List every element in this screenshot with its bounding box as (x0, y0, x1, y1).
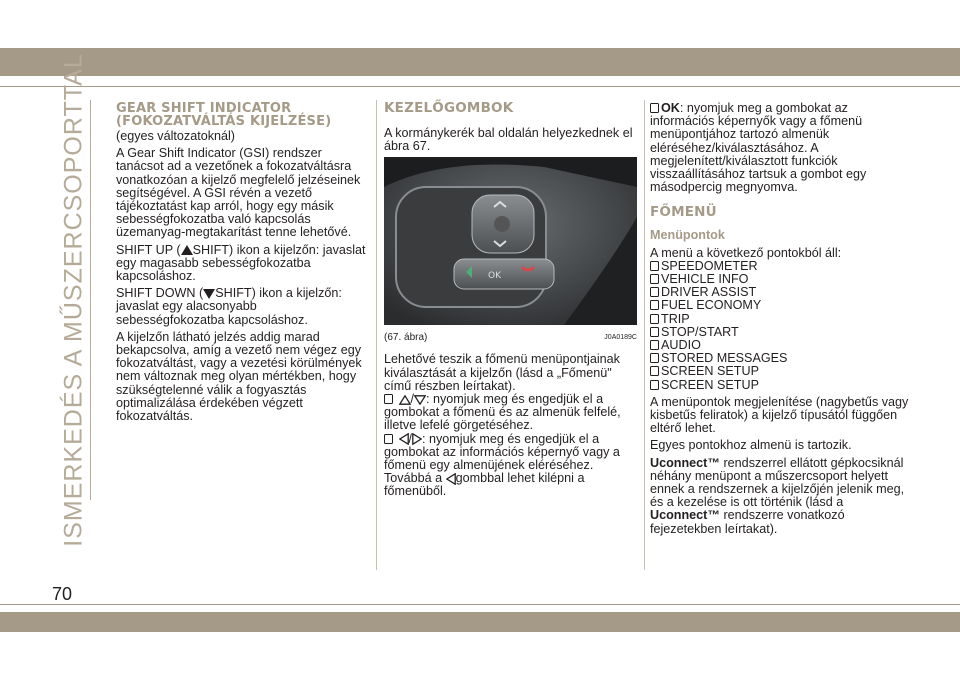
arrow-right-icon (412, 433, 422, 445)
button-icon (650, 353, 659, 363)
menu-items-subheading: Menüpontok (650, 228, 725, 243)
bottom-rule (0, 604, 960, 605)
leftright-paragraph (384, 433, 638, 473)
menu-item-label: STOP/START (661, 324, 739, 339)
arrow-down-icon (414, 395, 426, 405)
button-icon (650, 380, 659, 390)
button-icon (650, 340, 659, 350)
main-menu-heading: FŐMENÜ (650, 204, 717, 221)
button-icon (650, 327, 659, 337)
column-divider (644, 100, 645, 570)
page-number: 70 (52, 584, 73, 604)
menu-item-label: SPEEDOMETER (661, 258, 758, 273)
button-icon (650, 287, 659, 297)
shift-down-desc: SHIFT) ikon a kijelzőn: javaslat egy alacsonyabb sebességfokozatba kapcsoláshoz. (116, 286, 342, 327)
updown-desc: : nyomjuk meg és engedjük el a gombokat a főmenü és az almenük felfelé, illetve lefelé görgetéséhez. (384, 392, 621, 433)
menu-item-label: TRIP (661, 311, 690, 326)
exit-text: Továbbá a (384, 471, 443, 486)
menu-item-label: AUDIO (661, 338, 701, 353)
gsi-note: A kijelzőn látható jelzés addig marad bekapcsolva, amíg a vezető nem végez egy fokozatváltást, vagy a vezetési körülmények nem változnak meg olyan mértékben, hogy szükségtelenné válik a fogyasztás optimalizálása érdekében végzett fokozatváltás. (116, 329, 362, 424)
shift-down-text: SHIFT DOWN ( (116, 286, 204, 301)
button-icon (650, 274, 659, 284)
gsi-paragraph: A Gear Shift Indicator (GSI) rendszer tanácsot ad a vezetőnek a fokozatváltásra vonatkozóan a kijelző megfelelő jelzéseinek segítségével. A GSI révén a vezető tájékoztatást kap arról, hogy egy másik sebességfokozatba való kapcsolás üzemanyag-megtakarítást tenne lehetővé. (116, 146, 361, 240)
controls-heading: KEZELŐGOMBOK (384, 100, 514, 116)
menu-item-label: VEHICLE INFO (661, 272, 749, 287)
shift-down-icon (203, 289, 215, 299)
button-icon (650, 366, 659, 376)
menu-item-label: SCREEN SETUP (661, 364, 759, 379)
separator-slash: / (410, 392, 414, 407)
steering-wheel-illustration (384, 157, 637, 325)
gsi-heading-line1: GEAR SHIFT INDICATOR (116, 101, 292, 116)
ok-paragraph (650, 102, 912, 194)
arrow-up-icon (399, 395, 411, 405)
ok-label: OK (661, 101, 680, 115)
steering-wheel-photo (384, 157, 637, 325)
exit-paragraph (384, 472, 638, 498)
button-icon (384, 434, 393, 444)
shift-up-icon (181, 245, 193, 255)
top-band (0, 48, 960, 76)
gsi-heading-line2: (FOKOZATVÁLTÁS KIJELZÉSE) (116, 114, 332, 129)
leftright-desc: : nyomjuk meg és engedjük el a gombokat az információs képernyő vagy a főmenü egy almenüjének eléréséhez. (384, 431, 620, 473)
uconnect-tail: rendszerre vonatkozó fejezetekben leírtakat). (650, 508, 845, 536)
top-rule (0, 86, 960, 87)
bottom-band (0, 612, 960, 632)
menu-note: A menüpontok megjelenítése (nagybetűs vagy kisbetűs feliratok) a kijelző típusától függően eltérő lehet. (650, 394, 909, 436)
column-gsi (116, 102, 366, 427)
menu-item-label: SCREEN SETUP (661, 377, 759, 392)
ok-desc: : nyomjuk meg a gombokat az információs képernyők vagy a főmenü menüpontjához tartozó almenük eléréséhez/kiválasztásához. A megjelenített/kiválasztott funkciók visszaállításához tartsuk a gombot egy másodpercig megnyomva. (650, 101, 867, 195)
exit-desc: gombbal lehet kilépni a főmenüből. (384, 471, 585, 499)
chapter-title: ISMERKEDÉS A MŰSZERCSOPORTTAL (59, 53, 88, 547)
uconnect-brand: Uconnect™ (650, 508, 720, 523)
figure-caption: (67. ábra) (384, 332, 428, 344)
shift-down-paragraph (116, 287, 366, 327)
figure-code: J0A0189C (604, 334, 637, 342)
svg-text:OK: OK (488, 271, 501, 282)
chapter-rule (90, 100, 91, 500)
figure-caption-row (384, 327, 637, 345)
button-icon (650, 261, 659, 271)
menu-item-label: STORED MESSAGES (661, 351, 788, 366)
uconnect-text: rendszerrel ellátott gépkocsiknál néhány menüpont a műszercsoport helyett ennek a rendszernek a kijelzőjén jelenik meg, és a kezelése is ott történik (lásd a (650, 455, 905, 510)
button-icon (384, 394, 393, 404)
menu-item-label: FUEL ECONOMY (661, 298, 762, 313)
shift-up-text: SHIFT UP ( (116, 242, 181, 257)
menu-list-item (650, 379, 912, 392)
controls-paragraph: Lehetővé teszik a főmenü menüpontjainak kiválasztását a kijelzőn (lásd a „Főmenü" című részben leírtakat). (384, 352, 620, 393)
column-controls (384, 102, 638, 503)
menu-list (650, 260, 912, 392)
uconnect-paragraph (650, 457, 912, 536)
menu-intro: A menü a következő pontokból áll: (650, 245, 842, 260)
menu-item-label: DRIVER ASSIST (661, 285, 757, 300)
arrow-left-icon (399, 433, 409, 445)
gsi-heading (116, 102, 366, 128)
gsi-subtitle: (egyes változatoknál) (116, 129, 236, 143)
button-icon (650, 314, 659, 324)
arrow-left-icon (446, 473, 456, 485)
button-icon (650, 300, 659, 310)
uconnect-brand: Uconnect™ (650, 455, 720, 470)
updown-paragraph (384, 393, 638, 433)
submenu-note: Egyes pontokhoz almenü is tartozik. (650, 438, 852, 453)
separator-slash: / (408, 431, 412, 446)
button-icon (650, 103, 659, 113)
column-divider (376, 100, 377, 570)
controls-intro: A kormánykerék bal oldalán helyezkednek el ábra 67. (384, 126, 633, 154)
column-main-menu (650, 102, 912, 540)
shift-up-paragraph (116, 244, 366, 284)
shift-up-desc: SHIFT) ikon a kijelzőn: javaslat egy magasabb sebességfokozatba kapcsoláshoz. (116, 242, 366, 284)
